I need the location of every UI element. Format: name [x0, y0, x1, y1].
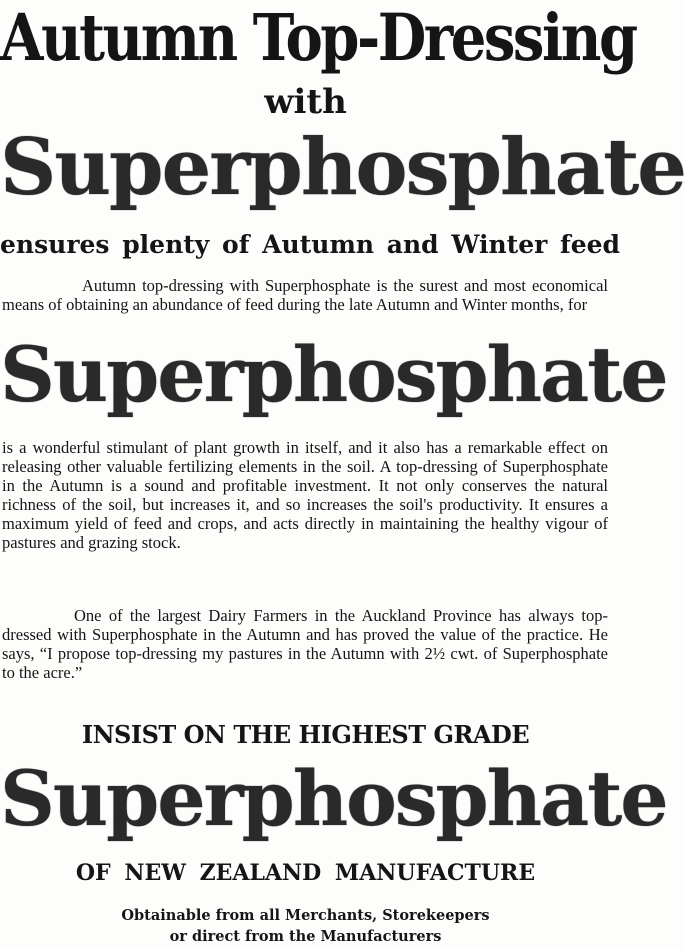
paragraph-intro: Autumn top-dressing with Superphosphate is the surest and most economical means of obtaining an abundance of feed during the late Autumn and Winter months, for — [2, 276, 608, 314]
product-name-top: Superphosphate — [0, 122, 685, 213]
availability-line-2: or direct from the Manufacturers — [169, 928, 442, 945]
manufacture-line: OF NEW ZEALAND MANUFACTURE — [75, 860, 536, 886]
insist-line: INSIST ON THE HIGHEST GRADE — [81, 720, 530, 749]
paragraph-benefits: is a wonderful stimulant of plant growth in itself, and it also has a remarkable effect on releasing other valuable fertilizing elements in the soil. A top-dressing of Superphosphate in the Autumn is a sound and profitable investment. It not only conserves the natural richness of the soil, but increases it, and so increases the soil's productivity. It ensures a maximum yield of feed and crops, and acts directly in maintaining the healthy vigour of pastures and grazing stock. — [2, 438, 608, 552]
availability-line-1: Obtainable from all Merchants, Storekeepers — [121, 907, 490, 924]
headline-with: with — [264, 82, 347, 122]
paragraph-testimonial: One of the largest Dairy Farmers in the Auckland Province has always top-dressed with Superphosphate in the Autumn and has proved the value of the practice. He says, “I propose top-dressing my pastures in the Autumn with 2½ cwt. of Superphosphate to the acre.” — [2, 606, 608, 682]
subheading: ensures plenty of Autumn and Winter feed — [0, 230, 621, 259]
availability-note — [0, 905, 611, 947]
product-name-bottom: Superphosphate — [0, 754, 667, 843]
headline: Autumn Top-Dressing — [0, 0, 636, 76]
product-name-middle: Superphosphate — [0, 330, 667, 419]
